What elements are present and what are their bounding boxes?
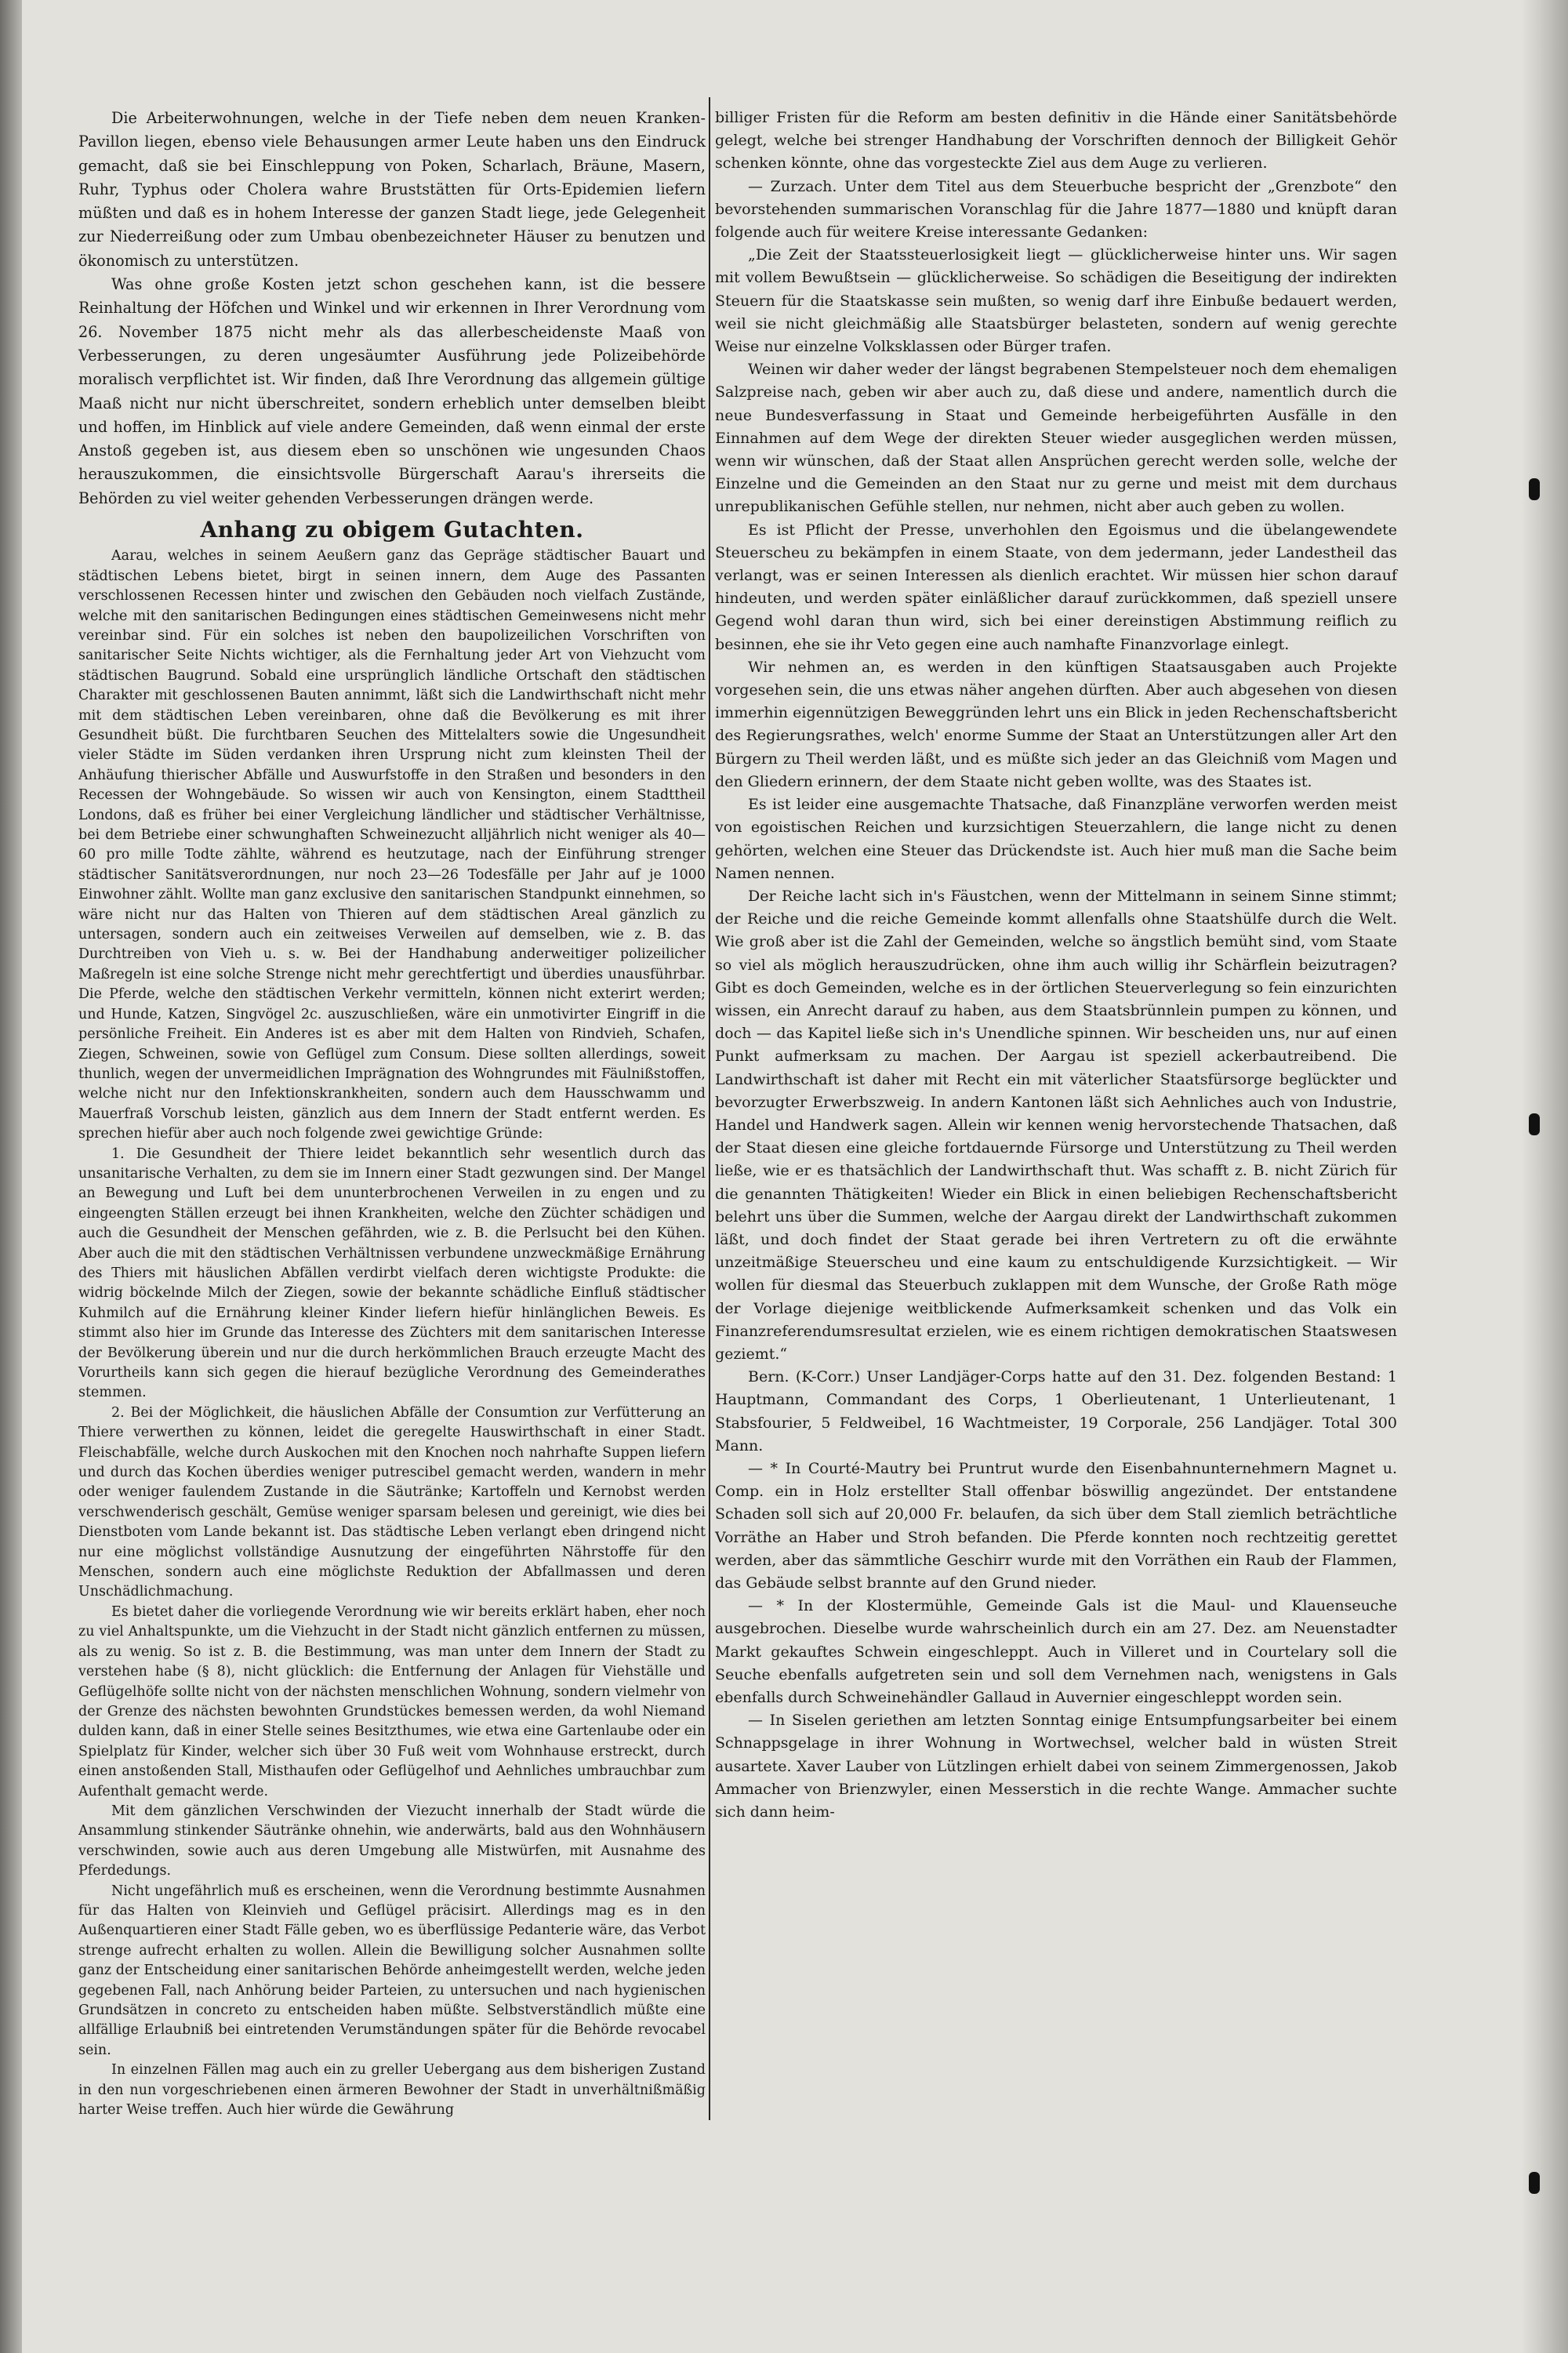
article-paragraph: Was ohne große Kosten jetzt schon geschehen kann, ist die bessere Reinhaltung der Höfchen und Winkel und wir erkennen in Ihrer Verordnung vom 26. November 1875 nicht mehr als das allerbescheidenste Maaß von Verbesserungen, zu deren ungesäumter Ausführung jede Polizeibehörde moralisch verpflichtet ist. Wir finden, daß Ihre Verordnung das allgemein gültige Maaß nicht nur nicht überschreitet, sondern erheblich unter demselben bleibt und hoffen, im Hinblick auf viele andere Gemeinden, daß wenn einmal der erste Anstoß gegeben ist, aus diesem eben so unschönen wie ungesunden Chaos herauszukommen, die einsichtsvolle Bürgerschaft Aarau's ihrerseits die Behörden zu viel weiter gehenden Verbesserungen drängen werde. (78, 275, 706, 507)
binding-clip-mark (1529, 2172, 1540, 2194)
quoted-paragraph: Es ist leider eine ausgemachte Thatsache, daß Finanzpläne verworfen werden meist von egoistischen Reichen und kurzsichtigen Steuerzahlern, die lange nicht zu denen gehörten, welchen eine Steuer das Drückendste ist. Auch hier muß man die Sache beim Namen nennen. (715, 796, 1397, 882)
article-paragraph: Die Arbeiterwohnungen, welche in der Tiefe neben dem neuen Kranken-Pavillon liegen, ebenso viele Behausungen armer Leute haben uns den Eindruck gemacht, daß sie bei Einschleppung von Poken, Scharlach, Bräune, Masern, Ruhr, Typhus oder Cholera wahre Bruststätten für Orts-Epidemien liefern müßten und daß es in hohem Interesse der ganzen Stadt liege, jede Gelegenheit zur Niederreißung oder zum Umbau obenbezeichneter Häuser zu benutzen und ökonomisch zu unterstützen. (78, 109, 706, 270)
column-divider (709, 97, 710, 2120)
left-column (78, 107, 706, 2120)
binding-clip-mark (1529, 1113, 1540, 1135)
page-left-edge (0, 0, 22, 2353)
appendix-paragraph: 1. Die Gesundheit der Thiere leidet bekanntlich sehr wesentlich durch das unsanitarische Verhalten, zu dem sie im Innern einer Stadt gezwungen sind. Der Mangel an Bewegung und Luft bei dem ununterbrochenen Verweilen in zu engen und zu eingeengten Ställen erzeugt bei ihnen Krankheiten, welche den Züchter schädigen und auch die Gesundheit der Menschen gefährden, wie z. B. die Perlsucht bei den Kühen. Aber auch die mit den städtischen Verhältnissen verbundene unzweckmäßige Ernährung des Thiers mit häuslichen Abfällen verdirbt vielfach deren wichtigste Produkte: die widrig böckelnde Milch der Ziegen, sowie der bekannte schädliche Einfluß städtischer Kuhmilch auf die Ernährung kleiner Kinder liefern hiefür hinlänglichen Beweis. Es stimmt also hier im Grunde das Interesse des Züchters mit dem sanitarischen Interesse der Bevölkerung überein und nur die durch herkömmlichen Brauch erzeugte Macht des Vorurtheils kann sich gegen die hierauf bezügliche Verordnung des Gemeinderathes stemmen. (78, 1146, 706, 1401)
appendix-paragraph: 2. Bei der Möglichkeit, die häuslichen Abfälle der Consumtion zur Verfütterung an Thiere verwerthen zu können, leidet die geregelte Hauswirthschaft in einer Stadt. Fleischabfälle, welche durch Auskochen mit den Knochen noch nahrhafte Suppen liefern und durch das Kochen überdies weniger putrescibel gemacht werden, wandern in mehr oder weniger faulendem Zustande in die Säutränke; Kartoffeln und Kernobst werden verschwenderisch geschält, Gemüse weniger sparsam belesen und gereinigt, wie dies bei Dienstboten vom Lande bekannt ist. Das städtische Leben verlangt eben dringend nicht nur eine möglichst vollständige Ausnutzung der eingeführten Nährstoffe für den Menschen, sondern auch eine möglichste Reduktion der Abfallmassen und deren Unschädlichmachung. (78, 1404, 706, 1600)
appendix-body (78, 546, 706, 2120)
appendix-paragraph: In einzelnen Fällen mag auch ein zu greller Uebergang aus dem bisherigen Zustand in den nun vorgeschriebenen einen ärmeren Bewohner der Stadt in unverhältnißmäßig harter Weise treffen. Auch hier würde die Gewährung (78, 2062, 706, 2119)
news-item-bern: Bern. (K-Corr.) Unser Landjäger-Corps hatte auf den 31. Dez. folgenden Bestand: 1 Hauptmann, Commandant des Corps, 1 Oberlieutenant, 1 Unterlieutenant, 1 Stabsfourier, 5 Feldweibel, 16 Wachtmeister, 19 Corporale, 256 Landjäger. Total 300 Mann. (715, 1368, 1397, 1454)
quoted-paragraph: „Die Zeit der Staatssteuerlosigkeit liegt — glücklicherweise hinter uns. Wir sagen mit vollem Bewußtsein — glücklicherweise. So schädigen die Beseitigung der indirekten Steuern für die Staatskasse sein mußten, so wenig darf ihre Einbuße bedauert werden, weil sie nicht gleichmäßig alle Staatsbürger belasteten, sondern auf wenig gerechte Weise nur einzelne Volksklassen oder Bürger trafen. (715, 246, 1397, 356)
appendix-paragraph: Aarau, welches in seinem Aeußern ganz das Gepräge städtischer Bauart und städtischen Lebens bietet, birgt in seinen innern, dem Auge des Passanten verschlossenen Recessen hinter und zwischen den Gebäuden noch vielfach Zustände, welche mit den sanitarischen Bedingungen eines städtischen Gemeinwesens nicht mehr vereinbar sind. Für ein solches ist neben den baupolizeilichen Vorschriften von sanitarischer Seite Nichts wichtiger, als die Fernhaltung jeder Art von Viehzucht vom städtischen Baugrund. Sobald eine ursprünglich ländliche Ortschaft den städtischen Charakter mit geschlossenen Bauten annimmt, läßt sich die Landwirthschaft nicht mehr mit dem städtischen Leben vereinbaren, ohne daß die Bevölkerung es mit ihrer Gesundheit büßt. Die furchtbaren Seuchen des Mittelalters sowie die Ungesundheit vieler Städte im Süden verdanken ihren Ursprung nicht zum kleinsten Theil der Anhäufung thierischer Abfälle und Auswurfstoffe in den Straßen und besonders in den Recessen der Wohngebäude. So wissen wir auch von Kensington, einem Stadttheil Londons, daß es früher bei einer Vergleichung ländlicher und städtischer Verhältnisse, bei dem Betriebe einer schwunghaften Schweinezucht alljährlich nicht weniger als 40—60 pro mille Todte zählte, während es heutzutage, nach der Einführung strenger städtischer Sanitätsverordnungen, nur noch 23—26 Todesfälle per Jahr auf je 1000 Einwohner zählt. Wollte man ganz exclusive den sanitarischen Standpunkt einnehmen, so wäre nicht nur das Halten von Thieren auf dem städtischen Areal gänzlich zu untersagen, sondern auch ein zeitweises Verweilen auf demselben, wie z. B. das Durchtreiben von Vieh u. s. w. Bei der Handhabung anderweitiger polizeilicher Maßregeln ist eine solche Strenge nicht mehr gerechtfertigt und überdies unausführbar. Die Pferde, welche den städtischen Verkehr vermitteln, können nicht exterirt werden; und Hunde, Katzen, Singvögel 2c. auszuschließen, wäre ein unmotivirter Eingriff in die persönliche Freiheit. Ein Anderes ist es aber mit dem Halten von Rindvieh, Schafen, Ziegen, Schweinen, sowie von Geflügel zum Consum. Diese sollten allerdings, soweit thunlich, wegen der unvermeidlichen Imprägnation des Wohngrundes mit Fäulnißstoffen, welche nicht nur den Infektionskrankheiten, sondern auch dem Hausschwamm und Mauerfraß Vorschub leisten, gänzlich aus dem Innern der Stadt entfernt werden. Es sprechen hiefür aber auch noch folgende zwei gewichtige Gründe: (78, 548, 706, 1142)
article-paragraph: billiger Fristen für die Reform am besten definitiv in die Hände einer Sanitätsbehörde gelegt, welche bei strenger Handhabung der Vorschriften dennoch der Billigkeit Gehör schenken könnte, ohne das vorgesteckte Ziel aus dem Auge zu verlieren. (715, 109, 1397, 172)
binding-clip-mark (1529, 478, 1540, 500)
appendix-paragraph: Mit dem gänzlichen Verschwinden der Viezucht innerhalb der Stadt würde die Ansammlung stinkender Säutränke ohnehin, wie anderwärts, bald aus den Wohnhäusern verschwinden, sowie auch aus deren Umgebung alle Mistwürfen, mit Ausnahme des Pferdedungs. (78, 1803, 706, 1879)
news-item-courte-mautry: — * In Courté-Mautry bei Pruntrut wurde den Eisenbahnunternehmern Magnet u. Comp. ein in Holz erstellter Stall offenbar böswillig angezündet. Der entstandene Schaden soll sich auf 20,000 Fr. belaufen, da sich über dem Stall ziemlich beträchtliche Vorräthe an Haber und Stroh befanden. Die Pferde konnten noch rechtzeitig gerettet werden, aber das sämmtliche Geschirr wurde mit den Vorräthen ein Raub der Flammen, das Gebäude selbst brannte auf den Grund nieder. (715, 1459, 1397, 1592)
news-item-zurzach: — Zurzach. Unter dem Titel aus dem Steuerbuche bespricht der „Grenzbote“ den bevorstehenden summarischen Voranschlag für die Jahre 1877—1880 und knüpft daran folgende auch für weitere Kreise interessante Gedanken: (715, 177, 1397, 241)
appendix-paragraph: Nicht ungefährlich muß es erscheinen, wenn die Verordnung bestimmte Ausnahmen für das Halten von Kleinvieh und Geflügel präcisirt. Allerdings mag es in den Außenquartieren einer Stadt Fälle geben, wo es überflüssige Pedanterie wäre, das Verbot strenge aufrecht erhalten zu wollen. Allein die Bewilligung solcher Ausnahmen sollte ganz der Entscheidung einer sanitarischen Behörde anheimgestellt werden, welche jeden gegebenen Fall, nach Anhörung beider Parteien, zu untersuchen und nach hygienischen Grundsätzen in concreto zu entscheiden haben müßte. Selbstverständlich müßte eine allfällige Erlaubniß bei eintretenden Verumständungen später für die Behörde revocabel sein. (78, 1883, 706, 2058)
quoted-paragraph: Weinen wir daher weder der längst begrabenen Stempelsteuer noch dem ehemaligen Salzpreise nach, geben wir aber auch zu, daß diese und andere, namentlich durch die neue Bundesverfassung in Staat und Gemeinde herbeigeführten Ausfälle in den Einnahmen auf dem Wege der direkten Steuer wieder ausgeglichen werden müssen, wenn wir wünschen, daß der Staat allen Ansprüchen gerecht werden solle, welche der Einzelne und die Gemeinden an den Staat nur zu gerne und meist mit dem durchaus unrepublikanischen Gefühle stellen, nur nehmen, nicht aber auch geben zu wollen. (715, 361, 1397, 516)
appendix-paragraph: Es bietet daher die vorliegende Verordnung wie wir bereits erklärt haben, eher noch zu viel Anhaltspunkte, um die Viehzucht in der Stadt nicht gänzlich entfernen zu müssen, als zu wenig. So ist z. B. die Bestimmung, was man unter dem Innern der Stadt zu verstehen habe (§ 8), nicht glücklich: die Entfernung der Anlagen für Viehställe und Geflügelhöfe sollte nicht von der nächsten menschlichen Wohnung, sondern vielmehr von der Grenze des nächsten bewohnten Grundstückes bemessen werden, da wohl Niemand dulden kann, daß in einer Stelle seines Besitzthumes, wie etwa eine Gartenlaube oder ein Spielplatz für Kinder, welcher sich über 30 Fuß weit vom Wohnhause erstreckt, durch einen anstoßenden Stall, Misthaufen oder Geflügelhof und Aehnliches umbrauchbar zum Aufenthalt gemacht werde. (78, 1603, 706, 1799)
news-item-klostermuehle: — * In der Klostermühle, Gemeinde Gals ist die Maul- und Klauenseuche ausgebrochen. Dieselbe wurde wahrscheinlich durch ein am 27. Dez. am Neuenstadter Markt gekauftes Schwein eingeschleppt. Auch in Villeret und in Courtelary soll die Seuche ebenfalls aufgetreten sein und soll dem Vernehmen nach, wenigstens in Gals ebenfalls durch Schweinehändler Gallaud in Auvernier eingeschleppt worden sein. (715, 1597, 1397, 1707)
page-right-edge (1521, 0, 1568, 2353)
quoted-paragraph: Es ist Pflicht der Presse, unverhohlen den Egoismus und die übelangewendete Steuerscheu zu bekämpfen in einem Staate, von dem jedermann, jeder Landestheil das verlangt, was er seinen Interessen als dienlich erachtet. Wir müssen hier schon darauf hindeuten, und werden später einläßlicher darauf zurückkommen, daß speziell unsere Gegend wohl daran thun wird, sich bei einer dereinstigen Abstimmung reiflich zu besinnen, ehe sie ihr Veto gegen eine auch namhafte Finanzvorlage einlegt. (715, 521, 1397, 653)
quoted-paragraph: Wir nehmen an, es werden in den künftigen Staatsausgaben auch Projekte vorgesehen sein, die uns etwas näher angehen dürften. Aber auch abgesehen von diesen immerhin eigennützigen Beweggründen lehrt uns ein Blick in jeden Rechenschaftsbericht des Regierungsrathes, welch' enorme Summe der Staat an Unterstützungen aller Art den Bürgern zu Theil werden läßt, und es müßte sich jeder an das Gleichniß vom Magen und den Gliedern erinnern, der dem Staate nicht geben wollte, was des Staates ist. (715, 658, 1397, 790)
right-column (715, 107, 1397, 1824)
news-item-siselen: — In Siselen geriethen am letzten Sonntag einige Entsumpfungsarbeiter bei einem Schnappsgelage in ihrer Wohnung in Wortwechsel, welcher bald in wüsten Streit ausartete. Xaver Lauber von Lützlingen erhielt dabei von seinem Zimmergenossen, Jakob Ammacher von Brienzwyler, einen Messerstich in die rechte Wange. Ammacher suchte sich dann heim- (715, 1712, 1397, 1821)
quoted-paragraph: Der Reiche lacht sich in's Fäustchen, wenn der Mittelmann in seinem Sinne stimmt; der Reiche und die reiche Gemeinde kommt allenfalls ohne Staatshülfe durch die Welt. Wie groß aber ist die Zahl der Gemeinden, welche so ängstlich bemüht sind, vom Staate so viel als möglich herauszudrücken, ohne ihm auch willig ihr Schärflein beizutragen? Gibt es doch Gemeinden, welche es in der örtlichen Steuerverlegung so fein einzurichten wissen, ein Anrecht darauf zu haben, aus dem Staatsbrünnlein pumpen zu können, und doch — das Kapitel ließe sich in's Unendliche spinnen. Wir bescheiden uns, nur auf einen Punkt aufmerksam zu machen. Der Aargau ist speziell ackerbautreibend. Die Landwirthschaft ist daher mit Recht ein mit väterlicher Staatsfürsorge beglückter und bevorzugter Erwerbszweig. In andern Kantonen läßt sich Aehnliches auch von Industrie, Handel und Handwerk sagen. Allein wir kennen wenig hervorstechende Thatsachen, daß der Staat diesen eine gleiche fortdauernde Fürsorge und Unterstützung zu Theil werden ließe, wie er es thatsächlich der Landwirthschaft thut. Was schafft z. B. nicht Zürich für die genannten Thätigkeiten! Wieder ein Blick in einen beliebigen Rechenschaftsbericht belehrt uns über die Summen, welche der Aargau direkt der Landwirthschaft zukommen läßt, und doch findet der Staat gerade bei ihren Vertretern zu oft die erwähnte unzeitmäßige Steuerscheu und eine kaum zu entschuldigende Kurzsichtigkeit. — Wir wollen für diesmal das Steuerbuch zuklappen mit dem Wunsche, der Große Rath möge der Vorlage diejenige weitblickende Aufmerksamkeit schenken und das Volk ein Finanzreferendumsresultat erzielen, wie es einem richtigen demokratischen Staatswesen geziemt.“ (715, 887, 1397, 1363)
appendix-heading: Anhang zu obigem Gutachten. (200, 517, 584, 543)
